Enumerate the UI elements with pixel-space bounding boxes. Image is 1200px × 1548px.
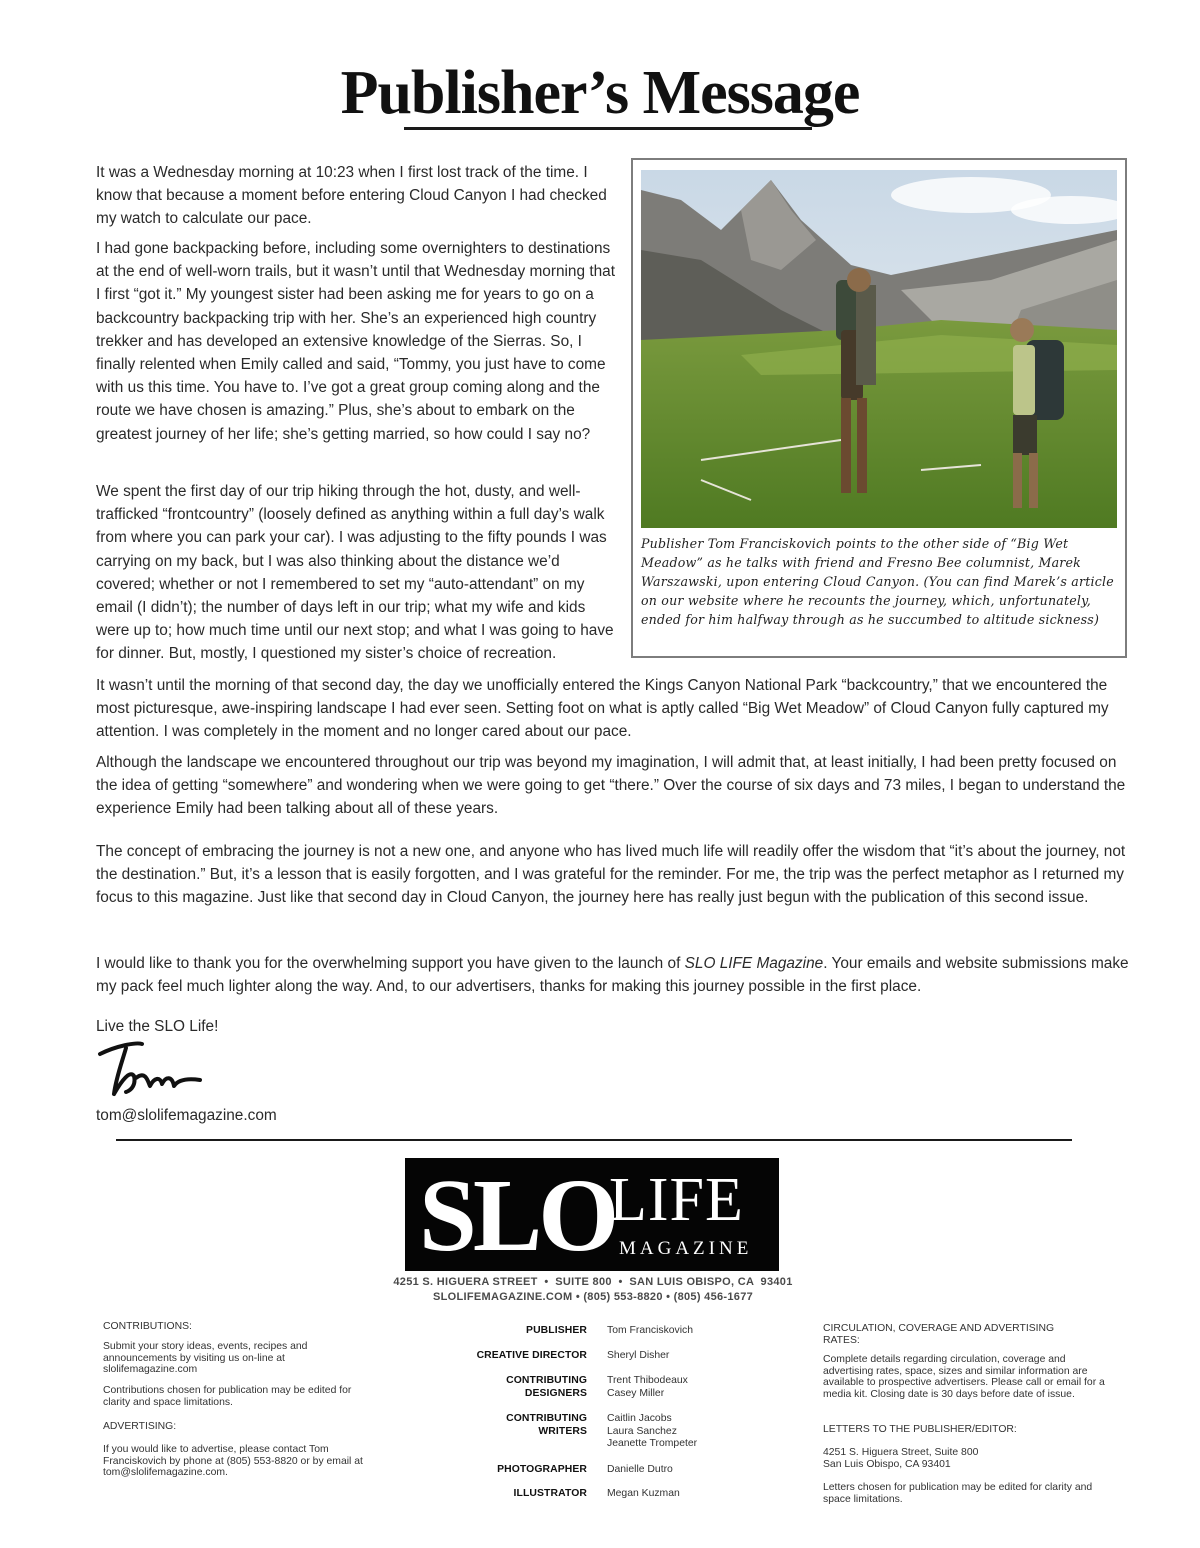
article-paragraph-7 [96, 952, 1136, 998]
thanks-text-start: I would like to thank you for the overwhelming support you have given to the launch of [96, 955, 685, 972]
article-paragraph-5: Although the landscape we encountered throughout our trip was beyond my imagination, I will admit that, at least initially, I had been pretty focused on the idea of getting “somewhere” and wondering when we were going to get “there.” Over the course of six days and 73 miles, I began to understand the experience Emily had been talking about all of these years. [96, 754, 1126, 818]
masthead-name-photographer: Danielle Dutro [607, 1464, 673, 1475]
masthead-name-creative-director: Sheryl Disher [607, 1350, 670, 1361]
circulation-heading: CIRCULATION, COVERAGE AND ADVERTISING RATES: [823, 1323, 1055, 1346]
masthead-role-photographer: PHOTOGRAPHER [497, 1464, 587, 1475]
thanks-text-end: . Your emails and website submissions make my pack feel much lighter along the way. And, to our advertisers, thanks for making this journey possible in the first place. [96, 955, 1129, 996]
logo-magazine-text: MAGAZINE [619, 1238, 753, 1259]
slo-life-logo [405, 1158, 779, 1271]
letters-note: Letters chosen for publication may be edited for clarity and space limitations. [823, 1482, 1093, 1505]
letters-address: 4251 S. Higuera Street, Suite 800 San Luis Obispo, CA 93401 [823, 1447, 979, 1470]
masthead-role-publisher: PUBLISHER [526, 1325, 587, 1336]
masthead-name-designers: Trent Thibodeaux Casey Miller [607, 1375, 688, 1399]
masthead-name-publisher: Tom Franciskovich [607, 1325, 694, 1336]
logo-slo-text: SLO [419, 1158, 616, 1271]
magazine-name: SLO LIFE Magazine [684, 955, 824, 972]
advertising-heading: ADVERTISING: [103, 1421, 177, 1432]
web-phone-line: SLOLIFEMAGAZINE.COM • (805) 553-8820 • (805) 456-1677 [432, 1291, 754, 1303]
signature [96, 1040, 208, 1102]
article-paragraph-3: We spent the first day of our trip hiking through the hot, dusty, and well-trafficked “frontcountry” (loosely defined as anything within a full day’s walk from where you can park your car). I was adjusting to the fifty pounds I was carrying on my back, but I was also thinking about the distance we’d covered; whether or not I remembered to set my “auto-attendant” on my email (I didn’t); the number of days left in our trip; what my wife and kids were up to; how much time until our next stop; and what I was going to have for dinner. But, mostly, I questioned my sister’s choice of recreation. [96, 483, 614, 663]
masthead-name-illustrator: Megan Kuzman [607, 1488, 680, 1499]
hikers-meadow-photo [641, 170, 1117, 528]
letters-heading: LETTERS TO THE PUBLISHER/EDITOR: [823, 1424, 1017, 1435]
contributions-text: Submit your story ideas, events, recipes and announcements by visiting us on-line at slolifemagazine.com [103, 1341, 308, 1376]
circulation-text: Complete details regarding circulation, coverage and advertising rates, space, sizes and similar information are available to prospective advertisers. Please call or email for a media kit. Closing date is 30 days before date of issue. [823, 1354, 1105, 1400]
logo-life-text: LIFE [609, 1166, 744, 1234]
masthead-role-designers: CONTRIBUTING DESIGNERS [506, 1375, 587, 1399]
photo-caption: Publisher Tom Franciskovich points to the other side of “Big Wet Meadow” as he talks with friend and Fresno Bee columnist, Marek Warszawski, upon entering Cloud Canyon. (You can find Marek’s article on our website where he recounts the journey, which, unfortunately, ended for him halfway through as he succumbed to altitude sickness) [641, 536, 1114, 627]
contributions-heading: CONTRIBUTIONS: [103, 1321, 192, 1332]
masthead-role-writers: CONTRIBUTING WRITERS [506, 1413, 587, 1437]
street-address: 4251 S. HIGUERA STREET • SUITE 800 • SAN LUIS OBISPO, CA 93401 [393, 1276, 793, 1288]
photo-frame [631, 158, 1127, 658]
advertising-text: If you would like to advertise, please contact Tom Franciskovich by phone at (805) 553-8820 or by email at tom@slolifemagazine.com. [103, 1444, 363, 1479]
article-paragraph-2: I had gone backpacking before, including some overnighters to destinations at the end of well-worn trails, but it wasn’t until that Wednesday morning that I first “got it.” My youngest sister had been asking me for years to go on a backcountry backpacking trip with her. She’s an experienced high country trekker and has developed an extensive knowledge of the Sierras. So, I finally relented when Emily called and said, “Tommy, you just have to come with us this time. You have to. I’ve got a great group coming along and the route we have chosen is amazing.” Plus, she’s about to embark on the greatest journey of her life; she’s getting married, so how could I say no? [96, 240, 615, 443]
masthead-role-illustrator: ILLUSTRATOR [513, 1488, 587, 1499]
author-email: tom@slolifemagazine.com [96, 1107, 277, 1124]
title-underline [404, 127, 812, 130]
section-divider [116, 1139, 1072, 1141]
article-paragraph-4: It wasn’t until the morning of that second day, the day we unofficially entered the Kings Canyon National Park “backcountry,” that we encountered the most picturesque, awe-inspiring landscape I had ever seen. Setting foot on what is aptly called “Big Wet Meadow” of Cloud Canyon fully captured my attention. I was completely in the moment and no longer cared about our pace. [96, 677, 1109, 741]
masthead-role-creative-director: CREATIVE DIRECTOR [476, 1350, 587, 1361]
masthead-name-writers: Caitlin Jacobs Laura Sanchez Jeanette Trompeter [607, 1413, 698, 1449]
article-paragraph-6: The concept of embracing the journey is not a new one, and anyone who has lived much life will readily offer the wisdom that “it’s about the journey, not the destination.” But, it’s a lesson that is easily forgotten, and I was grateful for the reminder. For me, the trip was the perfect metaphor as I returned my focus to this magazine. Just like that second day in Cloud Canyon, the journey here has really just begun with the publication of this second issue. [96, 843, 1126, 907]
signoff: Live the SLO Life! [96, 1018, 219, 1035]
contributions-note: Contributions chosen for publication may be edited for clarity and space limitations. [103, 1385, 352, 1408]
article-paragraph-1: It was a Wednesday morning at 10:23 when I first lost track of the time. I know that because a moment before entering Cloud Canyon I had checked my watch to calculate our pace. [96, 164, 607, 228]
page-title: Publisher’s Message [340, 59, 860, 127]
